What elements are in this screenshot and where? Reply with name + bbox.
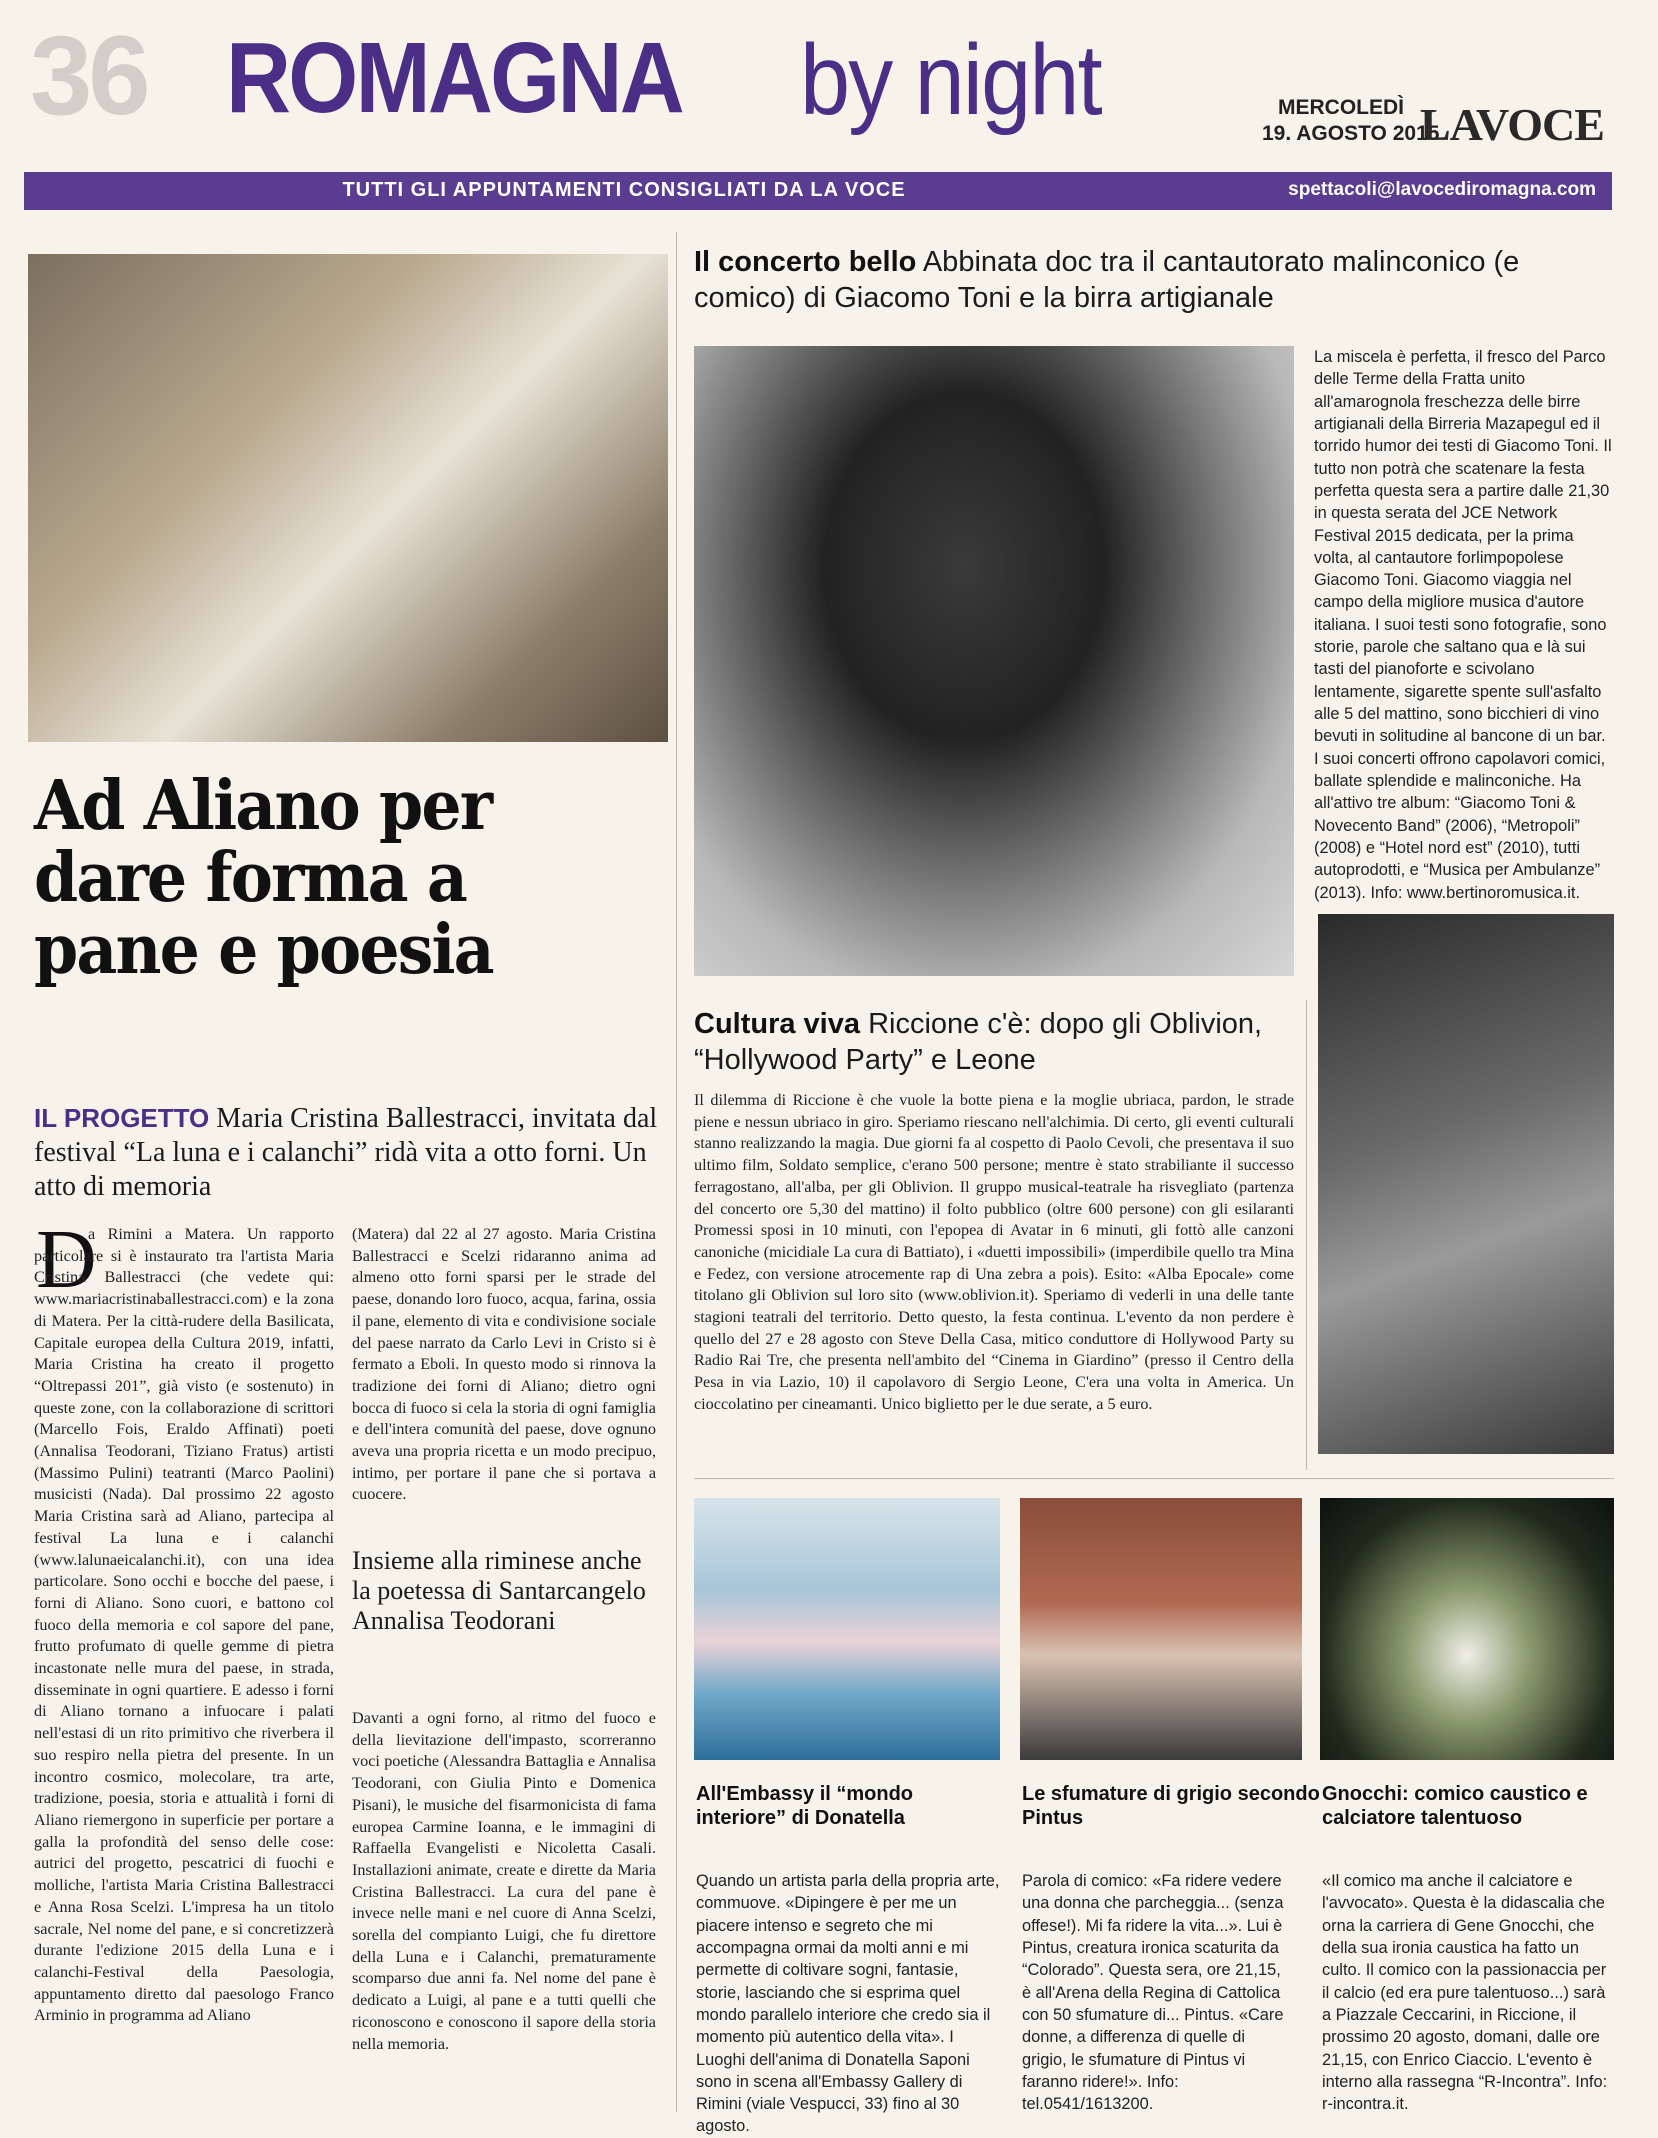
issue-date: 19. AGOSTO 2015 [1262,122,1440,145]
cultura-headline-text: Riccione c'è: dopo gli Oblivion, “Hollywood Party” e Leone [694,1008,1263,1077]
gnocchi-headline: Gnocchi: comico caustico e calciatore talentuoso [1322,1783,1588,1829]
embassy-body: Quando un artista parla della propria arte, commuove. «Dipingere è per me un piacere intenso e segreto che mi accompagna ormai da molti anni e mi permette di coltivare sogni, fantasie, storie, lasciando che si esprima quel mondo parallelo interiore che credo sia il momento più autentico della vita». I Luoghi dell'anima di Donatella Saponi sono in scena all'Embassy Gallery di Rimini (viale Vespucci, 33) fino al 30 agosto. [696,1872,1000,2136]
painting-photo [694,1498,1000,1760]
kicker-label: IL PROGETTO [34,1103,210,1133]
actors-photo [1318,914,1614,1454]
gnocchi-photo [1320,1498,1614,1760]
page-number: 36 [30,13,147,138]
tagline-band [24,172,1612,210]
cultura-label: Cultura viva [694,1008,860,1040]
newspaper-logo: LAVOCE [1420,99,1604,150]
pintus-headline: Le sfumature di grigio secondo Pintus [1022,1783,1320,1829]
main-kicker [34,1102,664,1204]
pintus-photo [1020,1498,1302,1760]
column-rule [1306,1000,1307,1470]
concert-label: Il concerto bello [694,246,917,278]
musician-photo [694,346,1294,976]
cultura-body: Il dilemma di Riccione è che vuole la botte piena e la moglie ubriaca, pardon, le strade piene e nessun ubriaco in giro. Speriamo riescano nell'alchimia. Di certo, gli eventi culturali stanno realizzando la magia. Due giorni fa al cospetto di Paolo Cevoli, che presentava il suo ultimo film, Soldato semplice, c'erano 500 persone; mentre è stato strabiliante il successo ferragostano, all'alba, per gli Oblivion. Il gruppo musical-teatrale ha risvegliato (partenza del concerto ore 5,30 del mattino) il folto pubblico (oltre 600 persone) con gli esilaranti Promessi sposi in 10 minuti, con l'epopea di Avatar in 6 minuti, gli fottò alle canzoni canoniche (micidiale La cura di Battiato), i «duetti impossibili» (imperdibile quello tra Mina e Fedez, con versione atrocemente rap di Una zebra a pois). Esito: «Alba Epocale» come titolano gli Oblivion sul loro sito (www.oblivion.it). Speriamo di vederli in una delle tante stagioni teatrali del territorio. Detto questo, la festa continua. L'evento da non perdere è quello del 27 e 28 agosto con Steve Della Casa, mitico conduttore di Hollywood Party su Radio Rai Tre, che presenta nell'ambito del “Cinema in Giardino” (presso il Centro della Pesa in via Lazio, 10) il capolavoro di Sergio Leone, C'era una volta in America. Un cioccolatino per cineamanti. Unico biglietto per le due serate, a 5 euro. [694,1091,1294,1413]
drop-cap: D [36,1213,97,1306]
main-headline: Ad Aliano per dare forma a pane e poesia [34,766,493,991]
column-rule [676,232,677,2112]
article-column-1-text: a Rimini a Matera. Un rapporto particolare si è instaurato tra l'artista Maria Cristina Ballestracci (che vedete qui: www.mariacristinaballestracci.com) e la zona di Matera. Per la città-rudere della Basilicata, Capitale europea della Cultura 2019, infatti, Maria Cristina ha creato il progetto “Oltrepassi 201”, già visto (e sostenuto) in queste zone, con la collaborazione di scrittori (Marcello Fois, Eraldo Affinati) poeti (Annalisa Teodorani, Tiziano Fratus) artisti (Massimo Pulini) teatranti (Marco Paolini) musicisti (Nada). Dal prossimo 22 agosto Maria Cristina sarà ad Aliano, partecipa al festival La luna e i calanchi (www.lalunaeicalanchi.it), con una idea particolare. Sono occhi e bocche del paese, i forni di Aliano. Sono cuori, e battono col fuoco della memoria e col sapore del pane, frutto profumato di quelle gemme di pietra incastonate nelle mura del paese, in strada, disseminate in ogni quartiere. E adesso i forni di Aliano tornano a infuocare i palati nell'estasi di un rito primitivo che riverbera il suo respiro nella pietra del presente. In un incontro cosmico, molecolare, tra arte, tradizione, poesia, storia e attualità i forni di Aliano riemergono in superficie per portare a galla la profondità del senso delle cose: autrici del progetto, pescatrici di fuochi e molliche, l'artista Maria Cristina Ballestracci e Anna Rosa Scelzi. L'impresa ha un titolo sacrale, Nel nome del pane, e si concretizzerà durante l'edizione 2015 della Luna e i calanchi-Festival della Paesologia, appuntamento diretto dal paesologo Franco Arminio in programma ad Aliano [34,1225,334,2025]
cultura-headline [694,1006,1294,1079]
section-subtitle: by night [800,24,1101,136]
article-subhead: Insieme alla riminese anche la poetessa di Santarcangelo Annalisa Teodorani [352,1546,646,1635]
article-column-2b: Davanti a ogni forno, al ritmo del fuoco e della lievitazione dell'impasto, scorreranno voci poetiche (Alessandra Battaglia e Annalisa Teodorani, con Giulia Pinto e Domenica Pisani), le musiche del fisarmonicista di fama europea Carmine Ioanna, e le immagini di Raffaella Evangelisti e Nicoletta Casali. Installazioni animate, create e dirette da Maria Cristina Ballestracci. La cura del pane è invece nelle mani e nel cuore di Anna Scelzi, sorella del compianto Luigi, che fu direttore della Luna e i Calanchi, prematuramente scomparso due anni fa. Nel nome del pane è dedicato a Luigi, al pane e a tutti quelli che riconoscono e conoscono il sapore della storia nella memoria. [352,1709,656,2053]
concert-headline [694,244,1614,317]
section-divider [694,1478,1614,1479]
gnocchi-body: «Il comico ma anche il calciatore e l'avvocato». Questa è la didascalia che orna la carriera di Gene Gnocchi, che della sua ironia caustica ha fatto un culto. Il comico con la passionaccia per il calcio (ed era pure talentuoso...) sarà a Piazzale Ceccarini, in Riccione, il prossimo 20 agosto, domani, dalle ore 21,15, con Enrico Ciaccio. L'evento è interno alla rassegna “R-Incontra”. Info: r-incontra.it. [1322,1872,1608,2114]
contact-email: spettacoli@lavocediromagna.com [1288,179,1596,200]
section-title: ROMAGNA [226,22,683,134]
concert-headline-text: Abbinata doc tra il cantautorato malinconico (e comico) di Giacomo Toni e la birra artigianale [694,246,1520,315]
pintus-body: Parola di comico: «Fa ridere vedere una donna che parcheggia... (senza offese!). Mi fa ridere la vita...». Lui è Pintus, creatura ironica scaturita da “Colorado”. Questa sera, ore 21,15, è all'Arena della Regina di Cattolica con 50 sfumature di... Pintus. «Care donne, a differenza di quelle di grigio, le sfumature di Pintus vi faranno ridere!». Info: tel.0541/1613200. [1022,1872,1284,2114]
article-column-1 [34,1224,334,2027]
article-column-2: (Matera) dal 22 al 27 agosto. Maria Cristina Ballestracci e Scelzi ridaranno anima ad almeno otto forni sparsi per le strade del paese, donando loro fuoco, acqua, farina, ossia il pane, elemento di vita e condivisione sociale del paese narrato da Carlo Levi in Cristo si è fermato a Eboli. In questo modo si rinnova la tradizione dei forni di Aliano; dietro ogni bocca di fuoco si cela la storia di ogni famiglia e dell'intera comunità del paese, dove ognuno aveva una propria ricetta e un modo precipuo, intimo, per portare il pane che si portava a cuocere. [352,1225,656,1504]
tagline: TUTTI GLI APPUNTAMENTI CONSIGLIATI DA LA VOCE [342,179,906,201]
embassy-headline: All'Embassy il “mondo interiore” di Donatella [696,1783,914,1829]
issue-day: MERCOLEDÌ [1278,96,1404,119]
artist-photo [28,254,668,742]
concert-body: La miscela è perfetta, il fresco del Parco delle Terme della Fratta unito all'amarognola freschezza delle birre artigianali della Birreria Mazapegul ed il torrido humor dei testi di Giacomo Toni. Il tutto non potrà che scatenare la festa perfetta questa sera a partire dalle 21,30 in questa serata del JCE Network Festival 2015 dedicata, per la prima volta, al cantautore forlimpopolese Giacomo Toni. Giacomo viaggia nel campo della migliore musica d'autore italiana. I suoi testi sono fotografie, sono storie, parole che saltano qua e là sui tasti del pianoforte e scivolano lentamente, sigarette spente sull'asfalto alle 5 del mattino, sono bicchieri di vino bevuti in solitudine al bancone di un bar. I suoi concerti offrono capolavori comici, ballate splendide e malinconiche. Ha all'attivo tre album: “Giacomo Toni & Novecento Band” (2006), “Metropoli” (2008) e “Hotel nord est” (2010), tutti autoprodotti, e “Musica per Ambulanze” (2013). Info: www.bertinoromusica.it. [1314,348,1612,902]
kicker-text: Maria Cristina Ballestracci, invitata dal festival “La luna e i calanchi” ridà vita a otto forni. Un atto di memoria [34,1103,658,1203]
